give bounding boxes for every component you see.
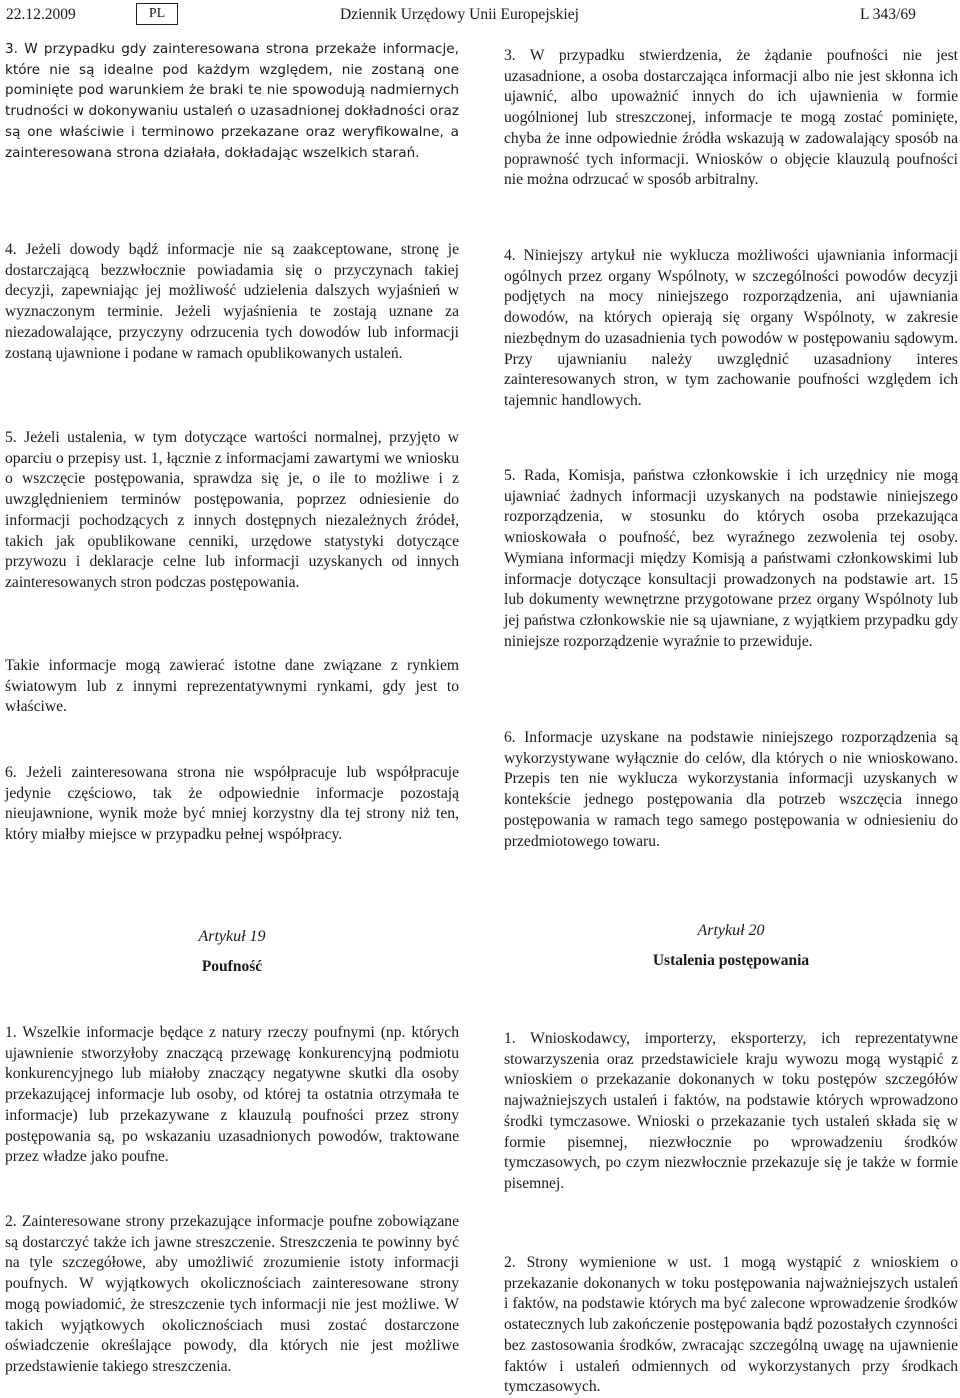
article-title: Ustalenia postępowania — [652, 952, 810, 969]
paragraph-3-right: 3. W przypadku stwierdzenia, że żądanie poufności nie jest uzasadnione, a osoba dostarczająca informacji albo nie jest skłonna ich ujawnić, albo upoważnić innych do ich ujawnienia w formie uogólnionej lub streszczonej, informacje te mogą zostać pominięte, chyba że inne odpowiednie źródła wskazują w zadowalający sposób na poprawność tych informacji. Wniosków o objęcie klauzulą poufności nie można odrzucać w sposób arbitralny. — [504, 47, 958, 189]
publication-date: 22.12.2009 — [6, 6, 76, 23]
language-badge: PL — [136, 3, 178, 25]
paragraph-5b-left: Takie informacje mogą zawierać istotne dane związane z rynkiem światowym lub z innymi reprezentatywnymi rynkami, gdy jest to właściwe. — [5, 657, 459, 716]
article-number: Artykuł 19 — [198, 928, 266, 945]
article-20-paragraph-1: 1. Wnioskodawcy, importerzy, eksporterzy, ich reprezentatywne stowarzyszenia oraz przedstawiciele kraju wywozu mogą wystąpić z wnioskiem o przekazanie dokonanych w toku postępów szczegółów najważniejszych ustaleń i faktów, na podstawie których wprowadzono środki tymczasowe. Wnioski o przekazanie tych ustaleń składa się w formie pisemnej, niezwłocznie po wprowadzeniu środków tymczasowych, po czym niezwłocznie przekazuje się je także w formie pisemnej. — [504, 1030, 958, 1192]
paragraph-4-left: 4. Jeżeli dowody bądź informacje nie są zaakceptowane, stronę je dostarczającą bezzwłocznie powiadamia się o przyczynach takiej decyzji, zapewniając jej możliwość udzielenia dalszych wyjaśnień w wyznaczonym terminie. Jeżeli wyjaśnienia te zostają uznane za niezadowalające, przyczyny odrzucenia tych dowodów lub informacji zostaną ujawnione i podane w ramach opublikowanych ustaleń. — [5, 241, 459, 362]
paragraph-5-left: 5. Jeżeli ustalenia, w tym dotyczące wartości normalnej, przyjęto w oparciu o przepisy ust. 1, łącznie z informacjami zawartymi we wniosku o wszczęcie postępowania, sprawdza się je, o ile to możliwe i z uwzględnieniem terminów postępowania, poprzez odniesienie do informacji pochodzących z innych dostępnych niezależnych źródeł, takich jak opublikowane cenniki, urzędowe statystyki dotyczące przywozu i deklaracje celne lub informacji uzyskanych od innych zainteresowanych stron podczas postępowania. — [5, 429, 459, 591]
page-header — [0, 0, 960, 30]
article-number: Artykuł 20 — [697, 922, 765, 939]
article-title: Poufność — [201, 958, 263, 975]
paragraph-5-right: 5. Rada, Komisja, państwa członkowskie i ich urzędnicy nie mogą ujawniać żadnych informacji uzyskanych na podstawie niniejszego rozporządzenia, w stosunku do których osoba przekazująca wnioskowała o poufność, bez wyraźnego zezwolenia tej osoby. Wymiana informacji między Komisją a państwami członkowskimi lub informacje dotyczące konsultacji prowadzonych na podstawie art. 15 lub dokumenty wewnętrzne przygotowane przez organy Wspólnoty lub jej państwa członkowskie nie są ujawniane, z wyjątkiem przypadku gdy niniejsze rozporządzenie wyraźnie to przewiduje. — [504, 467, 958, 650]
paragraph-3-left: 3. W przypadku gdy zainteresowana strona przekaże informacje, które nie są idealne pod każdym względem, nie zostaną one pominięte pod warunkiem że braki te nie spowodują nadmiernych trudności w dokonywaniu ustaleń o uzasadnionej dokładności oraz są one właściwie i terminowo przekazane oraz weryfikowalne, a zainteresowana strona działała, dokładając wszelkich starań. — [5, 41, 459, 161]
article-20-heading — [504, 922, 958, 970]
article-19-heading — [5, 928, 459, 976]
article-19-paragraph-1: 1. Wszelkie informacje będące z natury rzeczy poufnymi (np. których ujawnienie stworzyłoby znaczącą przewagę konkurencyjną podmiotu konkurencyjnego lub miałoby znaczący negatywne skutki dla osoby przekazującej informacje lub osoby, od której ta ostatnia otrzymała te informacje) lub przekazywane z klauzulą poufności przez strony postępowania są, po wskazaniu uzasadnionych powodów, traktowane przez władze jako poufne. — [5, 1024, 459, 1166]
journal-title: Dziennik Urzędowy Unii Europejskiej — [340, 6, 579, 23]
article-19-paragraph-2: 2. Zainteresowane strony przekazujące informacje poufne zobowiązane są dostarczyć także ich jawne streszczenie. Streszczenia te powinny być na tyle szczegółowe, aby umożliwić zrozumienie istoty informacji poufnych. W wyjątkowych okolicznościach zainteresowane strony mogą powiadomić, że streszczenie tych informacji nie jest możliwe. W takich wyjątkowych okolicznościach musi zostać dostarczone oświadczenie określające powody, dla których nie jest możliwe przedstawienie takiego streszczenia. — [5, 1213, 459, 1375]
paragraph-6-right: 6. Informacje uzyskane na podstawie niniejszego rozporządzenia są wykorzystywane wyłącznie do celów, dla których o nie wnioskowano. Przepis ten nie wyklucza wykorzystania informacji uzyskanych w kontekście jednego postępowania dla potrzeb wszczęcia innego postępowania w ramach tego samego postępowania w odniesieniu do przedmiotowego towaru. — [504, 729, 958, 850]
paragraph-6-left: 6. Jeżeli zainteresowana strona nie współpracuje lub współpracuje jedynie częściowo, tak że odpowiednie informacje pozostają nieujawnione, wynik może być mniej korzystny dla tej strony niż ten, który miałby miejsce w przypadku pełnej współpracy. — [5, 764, 459, 844]
paragraph-4-right: 4. Niniejszy artykuł nie wyklucza możliwości ujawniania informacji ogólnych przez organy Wspólnoty, w szczególności powodów decyzji podjętych na mocy niniejszego rozporządzenia, ani ujawniania dowodów, na których opierają się organy Wspólnoty, w zakresie niezbędnym do uzasadnienia tych powodów w postępowaniu sądowym. Przy ujawnianiu należy uwzględnić uzasadniony interes zainteresowanych stron, w tym zachowanie poufności względem ich tajemnic handlowych. — [504, 247, 958, 409]
article-20-paragraph-2: 2. Strony wymienione w ust. 1 mogą wystąpić z wnioskiem o przekazanie dokonanych w toku postępowania najważniejszych ustaleń i faktów, na podstawie których ma być zalecone wprowadzenie środków ostatecznych lub zakończenie postępowania bądź pozostałych czynności bez zastosowania środków, zwracając szczególną uwagę na ujawnienie faktów i ustaleń odmiennych od wykorzystanych przy środkach tymczasowych. — [504, 1254, 958, 1396]
page-number: L 343/69 — [860, 6, 916, 23]
